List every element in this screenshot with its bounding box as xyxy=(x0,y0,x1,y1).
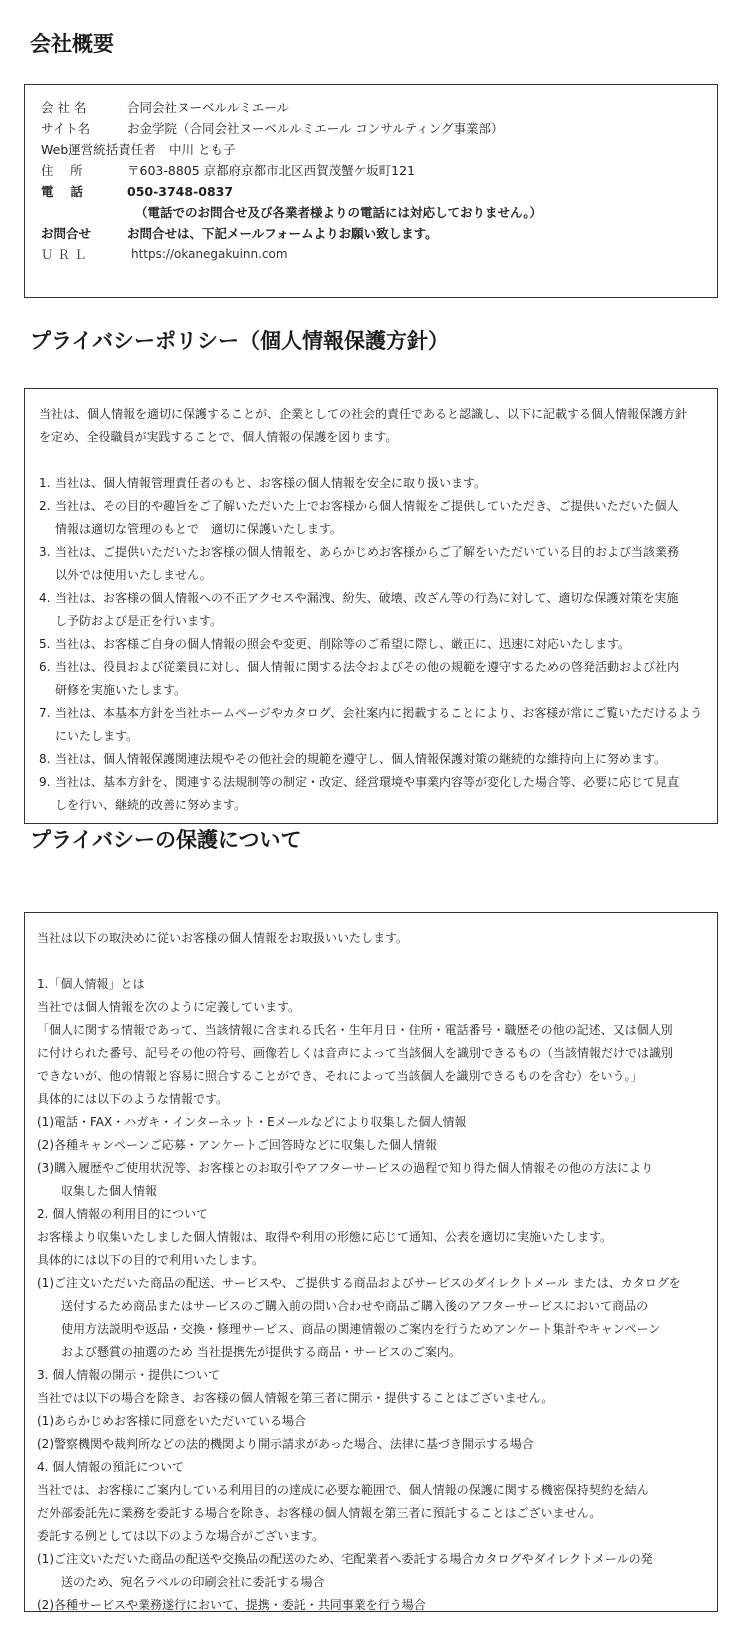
protection-line: 当社では以下の場合を除き、お客様の個人情報を第三者に開示・提供することはございません。 xyxy=(37,1391,554,1405)
policy-item-number: 2. xyxy=(39,499,51,513)
policy-item-number: 4. xyxy=(39,591,51,605)
protection-lines xyxy=(37,973,703,1617)
phone-value: 050-3748-0837 xyxy=(127,184,234,199)
policy-item-line: し予防および是正を行います。 xyxy=(55,614,223,628)
web-manager-label: Web運営統括責任者 xyxy=(41,142,156,157)
policy-item-line: 当社は、役員および従業員に対し、個人情報に関する法令およびその他の規範を遵守するための啓発活動および社内 xyxy=(55,660,680,674)
address-label: 住 所 xyxy=(41,163,83,178)
phone-label: 電 話 xyxy=(41,184,83,199)
policy-item xyxy=(39,748,703,771)
protection-line: 具体的には以下のような情報です。 xyxy=(37,1092,229,1106)
protection-line: 具体的には以下の目的で利用いたします。 xyxy=(37,1253,265,1267)
policy-heading: プライバシーポリシー（個人情報保護方針） xyxy=(30,329,449,353)
protection-line: (3)購入履歴やご使用状況等、お客様とのお取引やアフターサービスの過程で知り得た個人情報その他の方法により xyxy=(37,1161,654,1175)
policy-item-number: 6. xyxy=(39,660,51,674)
inquiry-value: お問合せは、下記メールフォームよりお願い致します。 xyxy=(127,226,438,241)
protection-line: 当社では、お客様にご案内している利用目的の達成に必要な範囲で、個人情報の保護に関する機密保持契約を結ん xyxy=(37,1483,649,1497)
phone-note-value: （電話でのお問合せ及び各業者様よりの電話には対応しておりません。） xyxy=(135,205,543,220)
protection-line: (1)ご注文いただいた商品の配送や交換品の配送のため、宅配業者へ委託する場合カタログやダイレクトメールの発 xyxy=(37,1552,653,1566)
policy-item xyxy=(39,771,703,817)
protection-line: お客様より収集いたしました個人情報は、取得や利用の形態に応じて通知、公表を適切に実施いたします。 xyxy=(37,1230,613,1244)
policy-item-line: 当社は、基本方針を、関連する法規制等の制定・改定、経営環境や事業内容等が変化した場合等、必要に応じて見直 xyxy=(55,775,680,789)
policy-item-line: 当社は、本基本方針を当社ホームページやカタログ、会社案内に掲載することにより、お客様が常にご覧いただけるよう xyxy=(55,706,703,720)
policy-item xyxy=(39,702,703,748)
policy-item-number: 1. xyxy=(39,476,51,490)
protection-line: および懸賞の抽選のため 当社提携先が提供する商品・サービスのご案内。 xyxy=(61,1345,461,1359)
protection-line: 3. 個人情報の開示・提供について xyxy=(37,1368,221,1382)
policy-item-line: 研修を実施いたします。 xyxy=(55,683,187,697)
protection-line: (1)ご注文いただいた商品の配送、サービスや、ご提供する商品およびサービスのダイレクトメール または、カタログを xyxy=(37,1276,681,1290)
protection-heading: プライバシーの保護について xyxy=(30,828,302,852)
policy-item-line: 当社は、個人情報管理責任者のもと、お客様の個人情報を安全に取り扱います。 xyxy=(55,476,487,490)
company-name-row xyxy=(41,97,705,118)
protection-line: 使用方法説明や返品・交換・修理サービス、商品の関連情報のご案内を行うためアンケート集計やキャンペーン xyxy=(61,1322,661,1336)
url-label: Ｕ Ｒ Ｌ xyxy=(41,247,87,262)
site-name-row xyxy=(41,118,705,139)
phone-note-label xyxy=(41,202,127,223)
address-row xyxy=(41,160,705,181)
protection-line: (2)各種キャンペーンご応募・アンケートご回答時などに収集した個人情報 xyxy=(37,1138,438,1152)
policy-item-line: 当社は、お客様の個人情報への不正アクセスや漏洩、紛失、破壊、改ざん等の行為に対して、適切な保護対策を実施 xyxy=(55,591,679,605)
protection-line: 2. 個人情報の利用目的について xyxy=(37,1207,209,1221)
protection-line: 4. 個人情報の預託について xyxy=(37,1460,185,1474)
company-info-box xyxy=(24,84,718,298)
protection-line: 委託する例としては以下のような場合がございます。 xyxy=(37,1529,325,1543)
spacer xyxy=(39,449,703,472)
policy-item xyxy=(39,541,703,587)
company-heading: 会社概要 xyxy=(30,32,114,56)
phone-note-row xyxy=(41,202,705,223)
protection-line: 送のため、宛名ラベルの印刷会社に委託する場合 xyxy=(61,1575,325,1589)
web-manager-value: 中川 とも子 xyxy=(169,142,236,157)
protection-line: だ外部委託先に業務を委託する場合を除き、お客様の個人情報を第三者に預託することはございません。 xyxy=(37,1506,602,1520)
policy-item xyxy=(39,495,703,541)
protection-line: できないが、他の情報と容易に照合することができ、それによって当該個人を識別できるものを含む）をいう。」 xyxy=(37,1069,643,1083)
company-name-value: 合同会社ヌーベルルミエール xyxy=(127,100,289,115)
policy-intro-line: 当社は、個人情報を適切に保護することが、企業としての社会的責任であると認識し、以下に記載する個人情報保護方針 xyxy=(39,407,688,421)
policy-item-line: にいたします。 xyxy=(55,729,139,743)
policy-item-line: 当社は、個人情報保護関連法規やその他社会的規範を遵守し、個人情報保護対策の継続的な維持向上に努めます。 xyxy=(55,752,667,766)
policy-item-line: 当社は、ご提供いただいたお客様の個人情報を、あらかじめお客様からご了解をいただいている目的および当該業務 xyxy=(55,545,680,559)
policy-item-line: 当社は、その目的や趣旨をご了解いただいた上でお客様から個人情報をご提供していただき、ご提供いただいた個人 xyxy=(55,499,679,513)
protection-line: (2)各種サービスや業務遂行において、提携・委託・共同事業を行う場合 xyxy=(37,1598,426,1612)
policy-list xyxy=(39,472,703,817)
inquiry-label: お問合せ xyxy=(41,226,92,241)
phone-row xyxy=(41,181,705,202)
address-value: 〒603-8805 京都府京都市北区西賀茂蟹ケ坂町121 xyxy=(127,163,416,178)
protection-line: (2)警察機関や裁判所などの法的機関より開示請求があった場合、法律に基づき開示する場合 xyxy=(37,1437,534,1451)
protection-line: (1)あらかじめお客様に同意をいただいている場合 xyxy=(37,1414,306,1428)
policy-item-number: 7. xyxy=(39,706,51,720)
protection-line: に付けられた番号、記号その他の符号、画像若しくは音声によって当該個人を識別できるもの（当該情報だけでは識別 xyxy=(37,1046,674,1060)
policy-item-number: 5. xyxy=(39,637,51,651)
web-manager-row xyxy=(41,139,705,160)
policy-item xyxy=(39,656,703,702)
site-name-value: お金学院（合同会社ヌーベルルミエール コンサルティング事業部） xyxy=(127,121,504,136)
protection-line: 当社では個人情報を次のように定義しています。 xyxy=(37,1000,301,1014)
protection-box xyxy=(24,912,718,1612)
site-name-label: サイト名 xyxy=(41,121,91,136)
policy-item-line: しを行い、継続的改善に努めます。 xyxy=(55,798,247,812)
protection-line: 1.「個人情報」とは xyxy=(37,977,145,991)
policy-box xyxy=(24,388,718,824)
protection-intro: 当社は以下の取決めに従いお客様の個人情報をお取扱いいたします。 xyxy=(37,931,409,945)
policy-item xyxy=(39,472,703,495)
policy-item-line: 当社は、お客様ご自身の個人情報の照会や変更、削除等のご希望に際し、厳正に、迅速に対応いたします。 xyxy=(55,637,631,651)
protection-line: 収集した個人情報 xyxy=(61,1184,158,1198)
spacer xyxy=(37,950,703,973)
policy-item-line: 以外では使用いたしません。 xyxy=(55,568,212,582)
url-value: https://okanegakuinn.com xyxy=(131,247,288,261)
protection-line: 送付するため商品またはサービスのご購入前の問い合わせや商品ご購入後のアフターサービスにおいて商品の xyxy=(61,1299,649,1313)
policy-item-number: 8. xyxy=(39,752,51,766)
policy-intro-line: を定め、全役職員が実践することで、個人情報の保護を図ります。 xyxy=(39,430,398,444)
policy-item-line: 情報は適切な管理のもとで 適切に保護いたします。 xyxy=(55,522,343,536)
protection-line: (1)電話・FAX・ハガキ・インターネット・Eメールなどにより収集した個人情報 xyxy=(37,1115,467,1129)
url-row xyxy=(41,244,705,265)
policy-item-number: 9. xyxy=(39,775,51,789)
inquiry-row xyxy=(41,223,705,244)
company-name-label: 会 社 名 xyxy=(41,100,87,115)
policy-item xyxy=(39,587,703,633)
policy-item xyxy=(39,633,703,656)
protection-line: 「個人に関する情報であって、当該情報に含まれる氏名・生年月日・住所・電話番号・職歴その他の記述、又は個人別 xyxy=(37,1023,673,1037)
policy-item-number: 3. xyxy=(39,545,51,559)
